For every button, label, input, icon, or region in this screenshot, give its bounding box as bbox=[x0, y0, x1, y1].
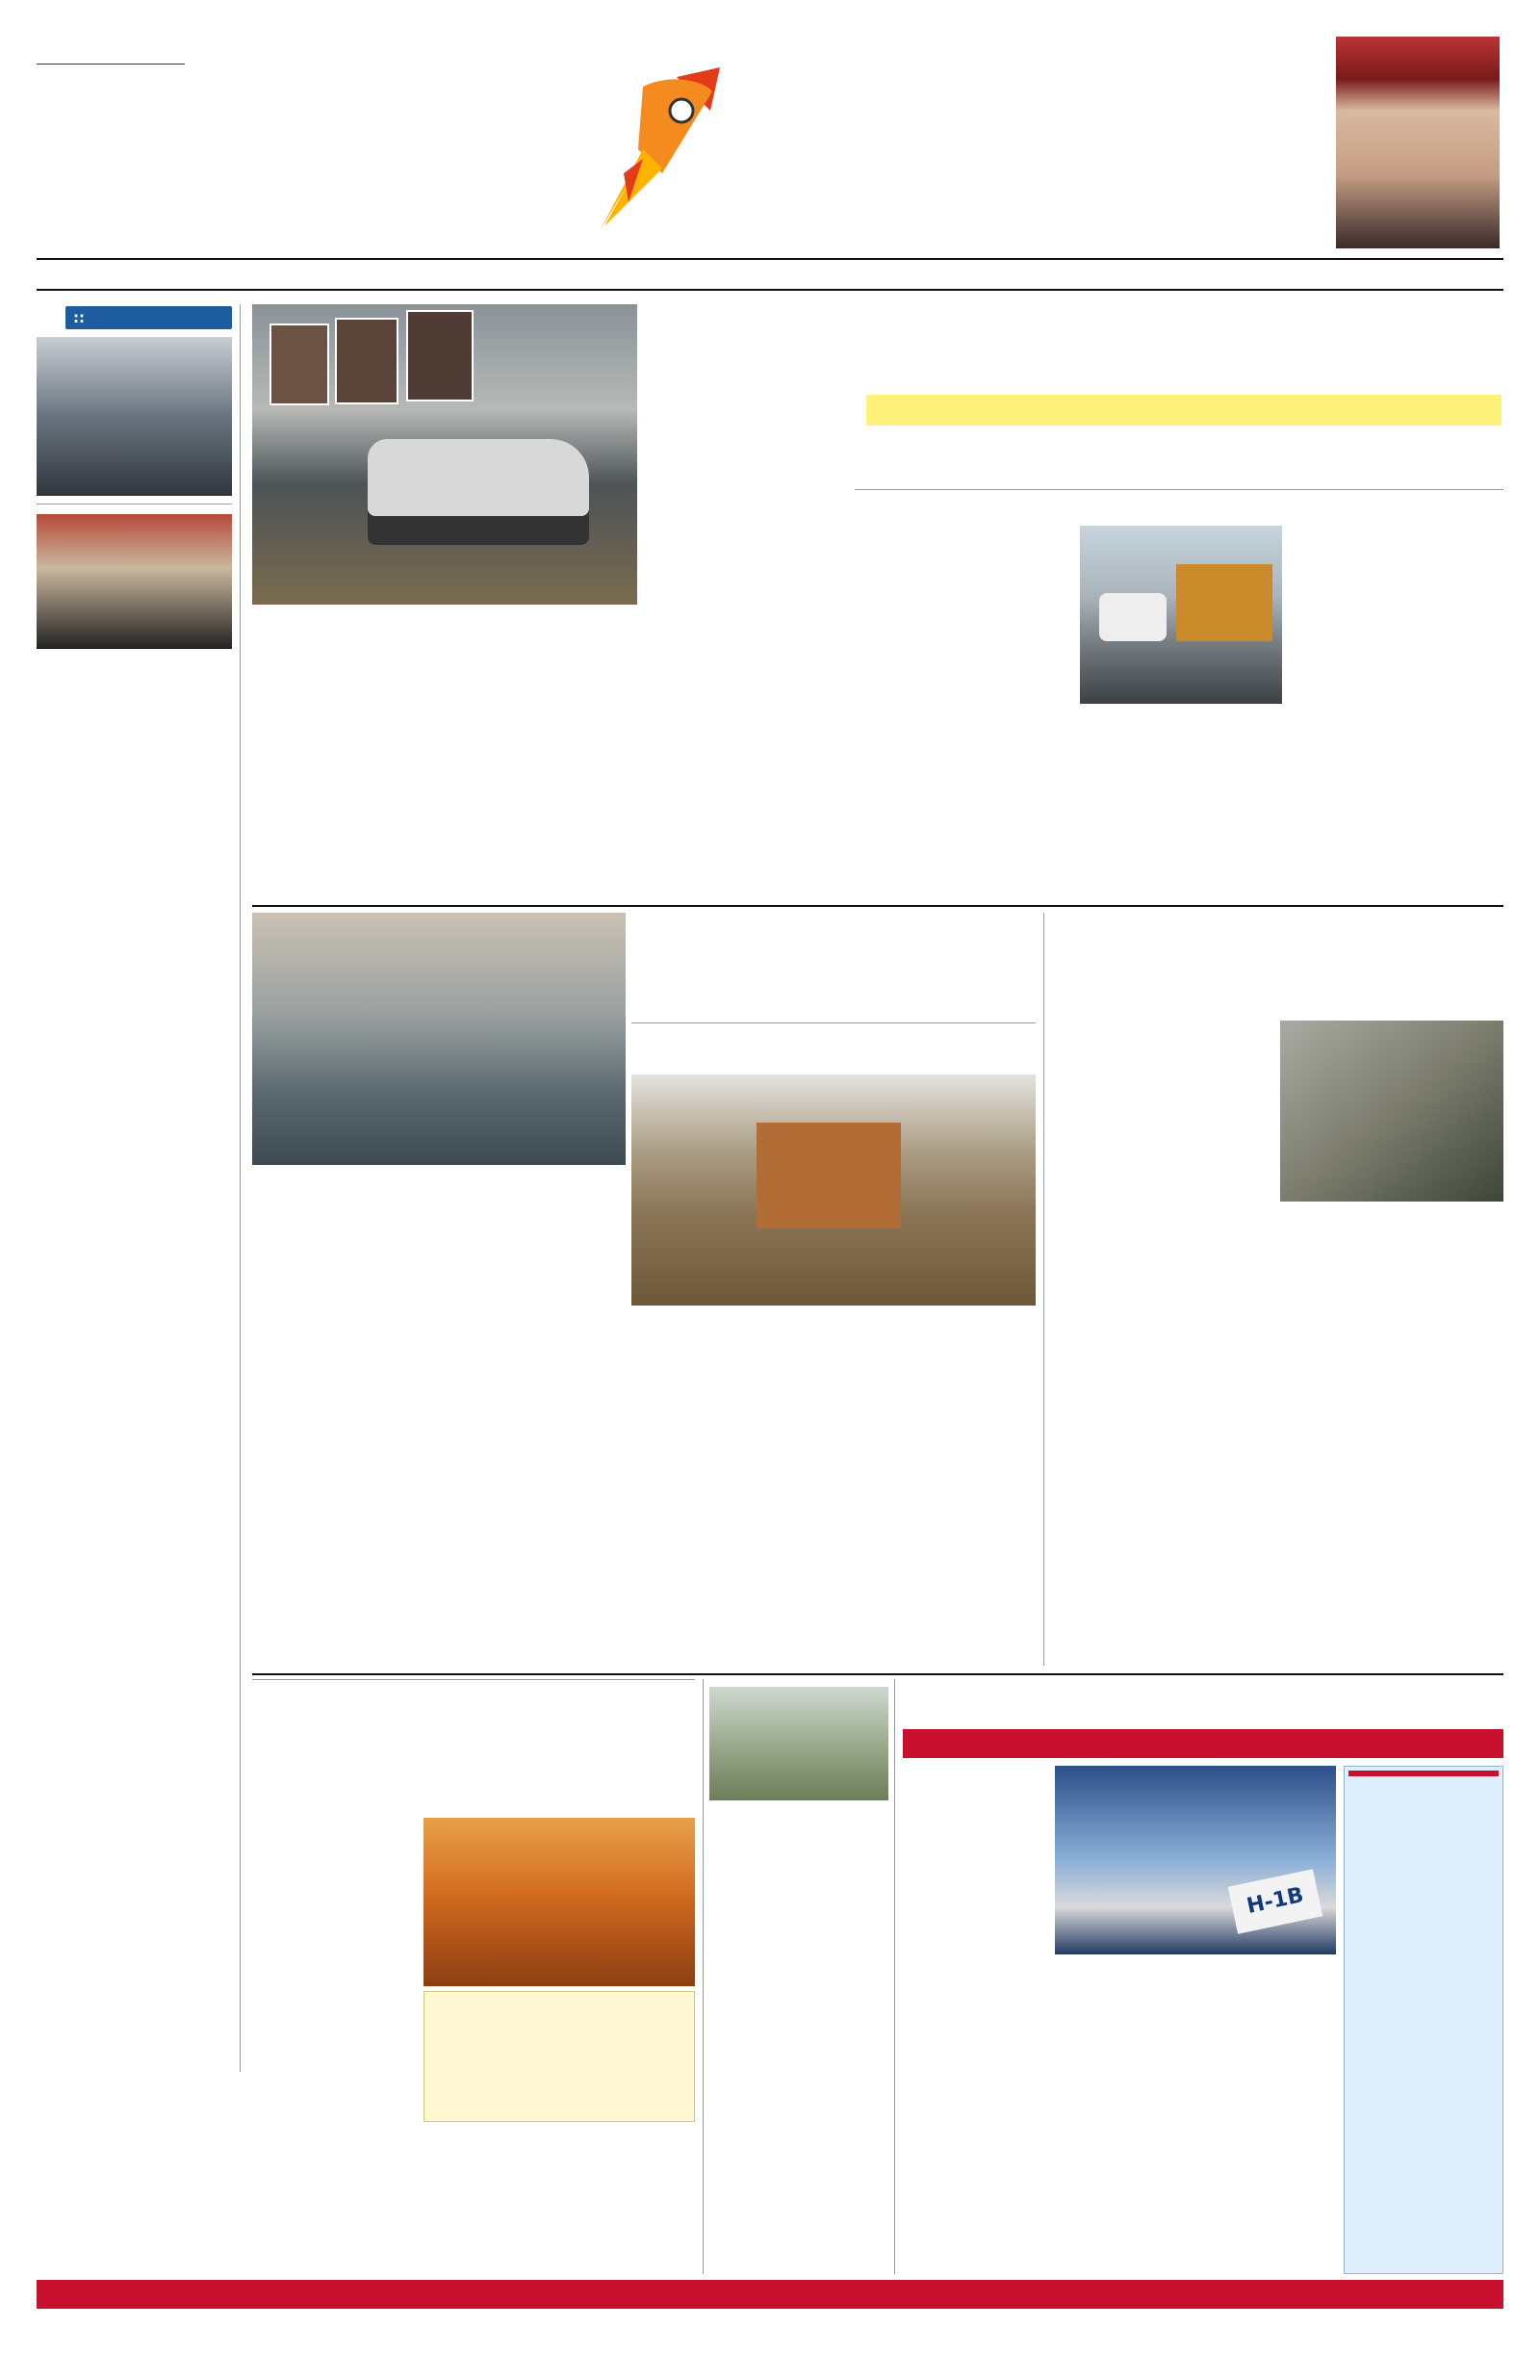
rain-text-col-2 bbox=[437, 1171, 626, 1666]
rain-text-col-1 bbox=[252, 1171, 431, 1666]
lead-text-col-1 bbox=[252, 610, 441, 899]
baramati-box bbox=[703, 1679, 895, 2274]
lead-text-col-2 bbox=[449, 610, 637, 899]
trolley-text-col-3 bbox=[1290, 526, 1503, 899]
punjab-text-col-1 bbox=[1053, 1021, 1272, 1666]
mathura-photo bbox=[424, 1818, 695, 1986]
mathura-text-col-1 bbox=[252, 1818, 416, 2274]
dateline-bar bbox=[37, 258, 1503, 291]
thought-title bbox=[37, 62, 185, 65]
lead-victim-photo-1 bbox=[270, 323, 329, 405]
punjab-photo bbox=[1280, 1021, 1503, 1202]
h1b-strap bbox=[903, 1729, 1503, 1758]
trolley-text-col-2 bbox=[1080, 711, 1282, 899]
trolley-photo bbox=[1080, 526, 1282, 704]
h1b-text-col-3 bbox=[1197, 1960, 1336, 2274]
mathura-photo-text bbox=[428, 1996, 690, 2100]
divider-1 bbox=[252, 905, 1503, 907]
mathura-text-col-2 bbox=[424, 2128, 554, 2274]
lead-photo-accident bbox=[252, 304, 637, 605]
brief-photo-airindia bbox=[37, 337, 232, 496]
genz-strap bbox=[37, 2280, 1503, 2309]
lead-victim-photo-2 bbox=[335, 318, 398, 404]
rain-text-col-4 bbox=[832, 1311, 1036, 1666]
brief-headline-2 bbox=[37, 504, 232, 508]
divider-2 bbox=[252, 1673, 1503, 1675]
lead-strap bbox=[866, 395, 1502, 426]
thought-box bbox=[37, 62, 185, 72]
rain-photo-cars bbox=[252, 913, 626, 1165]
baramati-photo bbox=[709, 1687, 888, 1800]
wrecked-car bbox=[368, 439, 589, 545]
mathura-strap bbox=[252, 1679, 695, 1680]
h1b-sidebar bbox=[1344, 1766, 1503, 2274]
h1b-text-col-1 bbox=[903, 1766, 1047, 2274]
lead-text-col-3 bbox=[647, 435, 843, 899]
newspaper-name bbox=[200, 67, 1317, 250]
brief-tag: :: bbox=[65, 306, 232, 329]
baramati-text bbox=[709, 1808, 888, 2132]
brief-photo-nepal bbox=[37, 514, 232, 649]
editor-photo bbox=[1336, 37, 1500, 248]
mathura-text-col-3 bbox=[562, 2128, 695, 2274]
h1b-text-col-2 bbox=[1055, 1960, 1190, 2274]
brief-column bbox=[37, 304, 241, 2072]
rain-text-col-3 bbox=[631, 1311, 824, 1666]
h1b-label: H-1B bbox=[1228, 1869, 1322, 1934]
rain-strap bbox=[631, 1019, 1036, 1023]
rain-photo-flood bbox=[631, 1074, 1036, 1306]
trolley-strap bbox=[855, 489, 1503, 490]
truck bbox=[1176, 564, 1272, 641]
rocket-logo-icon bbox=[585, 67, 730, 250]
flood-bus bbox=[757, 1123, 901, 1229]
h1b-sidebar-title bbox=[1348, 1771, 1499, 1776]
h1b-photo bbox=[1055, 1766, 1336, 1954]
punjab-text-col-2 bbox=[1280, 1207, 1503, 1666]
mathura-photo-box bbox=[424, 1991, 695, 2122]
van bbox=[1099, 593, 1167, 641]
trolley-text-col-1 bbox=[855, 526, 1072, 899]
lead-victim-photo-3 bbox=[406, 310, 474, 401]
